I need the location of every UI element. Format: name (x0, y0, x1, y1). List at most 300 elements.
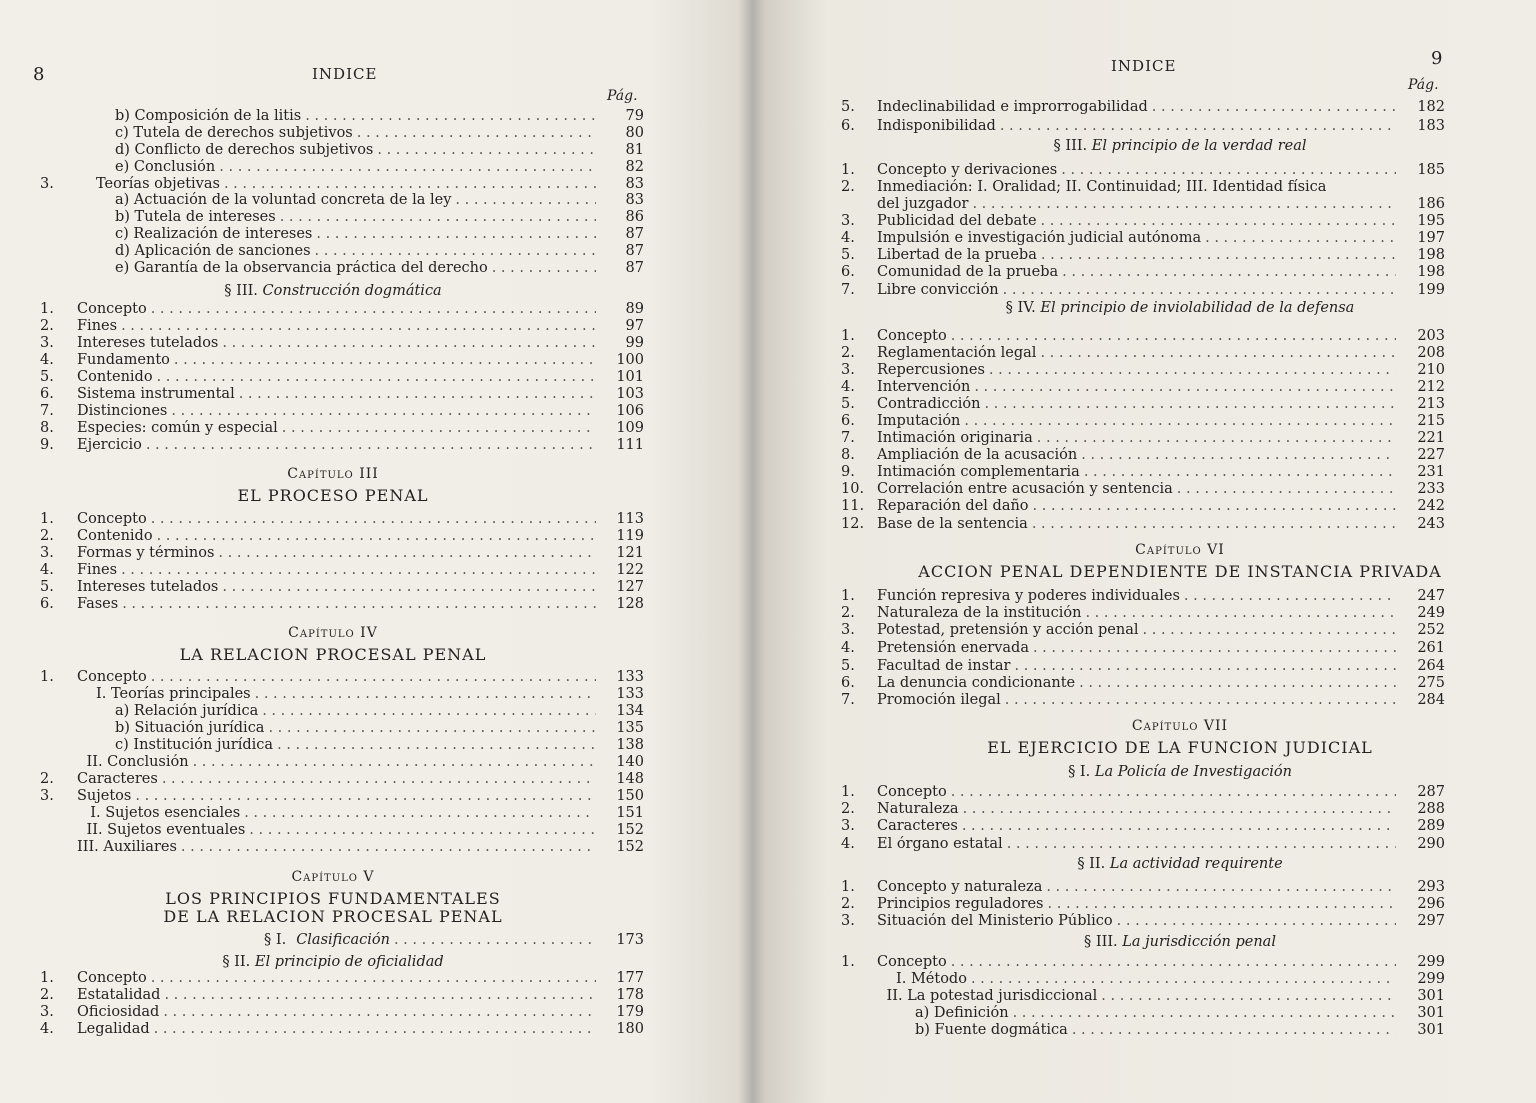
dot-leader (315, 243, 596, 260)
dot-leader (122, 596, 596, 613)
entry-line (877, 196, 1400, 213)
dot-leader (151, 511, 596, 528)
chapter-title: LA RELACION PROCESAL PENAL (179, 645, 487, 664)
entry-number: 6. (841, 413, 855, 429)
entry-number: 4. (40, 562, 54, 578)
entry-number: 5. (841, 99, 855, 115)
entry-title: Situación del Ministerio Público (877, 913, 1113, 929)
entry-page: 290 (1417, 836, 1445, 852)
entry-page: 119 (616, 528, 644, 544)
entry-number: 5. (841, 396, 855, 412)
dot-leader (255, 686, 596, 703)
entry-page: 186 (1417, 196, 1445, 212)
entry-title: Oficiosidad (77, 1004, 160, 1020)
entry-page: 296 (1417, 896, 1445, 912)
entry-page: 133 (616, 669, 644, 685)
dot-leader (239, 386, 596, 403)
entry-number: 6. (40, 596, 54, 612)
entry-title: Ejercicio (77, 437, 142, 453)
toc-entry (40, 318, 644, 335)
entry-line (877, 328, 1400, 345)
entry-title: Indeclinabilidad e improrrogabilidad (877, 99, 1148, 115)
chapter-label: Capítulo V (291, 869, 375, 885)
entry-number: 5. (40, 369, 54, 385)
section-heading (930, 138, 1430, 154)
section-symbol: § IV. (1005, 300, 1036, 316)
toc-entry (40, 335, 644, 352)
toc-entry (841, 605, 1445, 622)
entry-page: 227 (1417, 447, 1445, 463)
entry-page: 185 (1417, 162, 1445, 178)
entry-line (877, 622, 1400, 639)
entry-line (115, 192, 600, 209)
entry-number: 6. (841, 118, 855, 134)
entry-page: 183 (1417, 118, 1445, 134)
entry-line (77, 511, 600, 528)
running-header: INDICE (1111, 57, 1177, 75)
toc-entry (40, 737, 644, 754)
dot-leader (1013, 1005, 1396, 1022)
entry-line (877, 913, 1400, 930)
dot-leader (157, 369, 596, 386)
toc-entry (841, 379, 1445, 396)
entry-line (77, 528, 600, 545)
entry-page: 135 (616, 720, 644, 736)
running-header: INDICE (312, 65, 378, 83)
entry-page: 195 (1417, 213, 1445, 229)
entry-line (877, 213, 1400, 230)
entry-line (877, 362, 1400, 379)
entry-page: 122 (616, 562, 644, 578)
dot-leader (218, 545, 596, 562)
entry-title: Libertad de la prueba (877, 247, 1037, 263)
toc-entry (841, 396, 1445, 413)
entry-title: e) Conclusión (115, 159, 216, 175)
entry-page: 284 (1417, 692, 1445, 708)
entry-line (877, 345, 1400, 362)
dot-leader (151, 301, 596, 318)
entry-title: Concepto (77, 669, 147, 685)
entry-title: b) Composición de la litis (115, 108, 302, 124)
toc-entry (40, 352, 644, 369)
dot-leader (171, 403, 596, 420)
right-page (765, 0, 1536, 1103)
toc-entry (40, 596, 644, 613)
entry-page: 87 (625, 243, 644, 259)
entry-page: 87 (625, 226, 644, 242)
dot-leader (262, 703, 596, 720)
entry-line (115, 108, 600, 125)
entry-number: 2. (40, 528, 54, 544)
entry-page: 99 (625, 335, 644, 351)
entry-line (877, 379, 1400, 396)
entry-number: 1. (841, 328, 855, 344)
dot-leader (1143, 622, 1396, 639)
entry-number: 9. (40, 437, 54, 453)
entry-title: Intimación originaria (877, 430, 1033, 446)
entry-title: Especies: común y especial (77, 420, 278, 436)
toc-entry (40, 243, 644, 260)
entry-title: Distinciones (77, 403, 168, 419)
entry-page: 121 (616, 545, 644, 561)
dot-leader (951, 328, 1396, 345)
entry-number: 1. (841, 879, 855, 895)
entry-number: 4. (40, 352, 54, 368)
section-title: La jurisdicción penal (1122, 934, 1276, 950)
entry-title: Contenido (77, 528, 153, 544)
toc-entry (841, 818, 1445, 835)
toc-entry (841, 247, 1445, 264)
entry-title: Estatalidad (77, 987, 161, 1003)
section-symbol: § I. (1068, 764, 1091, 780)
dot-leader (1037, 430, 1396, 447)
section-symbol: § II. (1077, 856, 1106, 872)
dot-leader (224, 176, 596, 193)
entry-line (877, 282, 1400, 299)
entry-page: 80 (625, 125, 644, 141)
toc-entry (841, 430, 1445, 447)
entry-line (77, 596, 600, 613)
toc-entry (841, 692, 1445, 709)
entry-number: 4. (40, 1021, 54, 1037)
entry-title: Caracteres (77, 771, 158, 787)
section-heading (83, 283, 583, 299)
toc-entry (40, 403, 644, 420)
entry-number: 1. (841, 588, 855, 604)
entry-line (77, 437, 600, 454)
entry-line (77, 1004, 600, 1021)
dot-leader (277, 737, 596, 754)
toc-entry (841, 464, 1445, 481)
chapter-title: ACCION PENAL DEPENDIENTE DE INSTANCIA PRIVADA (918, 562, 1442, 581)
entry-page: 197 (1417, 230, 1445, 246)
entry-page: 148 (616, 771, 644, 787)
toc-entry (40, 369, 644, 386)
toc-entry (40, 437, 644, 454)
entry-number: 2. (40, 771, 54, 787)
entry-title: II. Sujetos eventuales (86, 822, 246, 838)
entry-number: 2. (841, 179, 855, 195)
entry-line (877, 481, 1400, 498)
dot-leader (963, 801, 1396, 818)
chapter-label: Capítulo VI (1135, 542, 1225, 558)
toc-entry (40, 703, 644, 720)
toc-entry (841, 362, 1445, 379)
entry-number: 1. (40, 970, 54, 986)
toc-entry (40, 987, 644, 1004)
entry-number: 3. (40, 1004, 54, 1020)
entry-title: Concepto y naturaleza (877, 879, 1043, 895)
section-heading (83, 954, 583, 970)
entry-page: 138 (616, 737, 644, 753)
entry-line (77, 788, 600, 805)
entry-line (77, 420, 600, 437)
entry-line (115, 226, 600, 243)
toc-entry (841, 345, 1445, 362)
dot-leader (964, 413, 1396, 430)
section-heading (930, 764, 1430, 780)
dot-leader (1062, 264, 1396, 281)
entry-page: 208 (1417, 345, 1445, 361)
entry-line (77, 771, 600, 788)
toc-entry (841, 954, 1445, 971)
section-symbol: § III. (224, 283, 258, 299)
entry-page: 150 (616, 788, 644, 804)
entry-number: 1. (40, 511, 54, 527)
entry-line (115, 260, 600, 277)
toc-entry (841, 213, 1445, 230)
dot-leader (1046, 879, 1396, 896)
entry-page: 182 (1417, 99, 1445, 115)
entry-page: 252 (1417, 622, 1445, 638)
toc-entry (40, 579, 644, 596)
entry-line (877, 247, 1400, 264)
toc-entry (40, 805, 644, 822)
entry-title: b) Fuente dogmática (915, 1022, 1068, 1038)
page-number: 9 (1431, 48, 1443, 69)
toc-entry (841, 836, 1445, 853)
dot-leader (1072, 1022, 1396, 1039)
toc-entry (841, 162, 1445, 179)
entry-line (77, 369, 600, 386)
entry-line (87, 822, 601, 839)
entry-page: 111 (616, 437, 644, 453)
dot-leader (1007, 836, 1396, 853)
entry-page: 213 (1417, 396, 1445, 412)
entry-line (887, 988, 1401, 1005)
entry-line (77, 386, 600, 403)
toc-entry (40, 125, 644, 142)
dot-leader (193, 754, 596, 771)
entry-number: 12. (841, 516, 865, 532)
chapter-title-line2: DE LA RELACION PROCESAL PENAL (163, 907, 503, 926)
entry-number: 1. (841, 954, 855, 970)
entry-title: Intereses tutelados (77, 335, 219, 351)
toc-entry (40, 771, 644, 788)
entry-page: 198 (1417, 247, 1445, 263)
dot-leader (121, 562, 596, 579)
dot-leader (377, 142, 596, 159)
dot-leader (164, 987, 596, 1004)
toc-entry (841, 1022, 1445, 1039)
section-title: La actividad requirente (1109, 856, 1283, 872)
section-symbol: § I. (264, 932, 287, 948)
entry-title: Teorías objetivas (96, 176, 220, 192)
toc-entry (841, 282, 1445, 299)
entry-page: 301 (1417, 1005, 1445, 1021)
entry-number: 7. (841, 430, 855, 446)
section-heading (930, 300, 1430, 316)
dot-leader (146, 437, 596, 454)
entry-title: Pretensión enervada (877, 640, 1029, 656)
section-symbol: § III. (1053, 138, 1088, 154)
dot-leader (1041, 247, 1396, 264)
toc-entry (40, 1004, 644, 1021)
section-title: El principio de inviolabilidad de la defensa (1040, 300, 1355, 316)
entry-line (877, 640, 1400, 657)
toc-entry (40, 226, 644, 243)
entry-line (877, 498, 1400, 515)
toc-entry (40, 970, 644, 987)
dot-leader (1032, 516, 1396, 533)
dot-leader (1152, 99, 1396, 116)
dot-leader (1003, 282, 1396, 299)
entry-title: Indisponibilidad (877, 118, 996, 134)
entry-line (877, 118, 1400, 135)
entry-title: Contradicción (877, 396, 981, 412)
entry-title: II. La potestad jurisdiccional (886, 988, 1098, 1004)
entry-title: Concepto (77, 301, 147, 317)
dot-leader (455, 192, 596, 209)
entry-page: 81 (625, 142, 644, 158)
entry-number: 3. (841, 818, 855, 834)
toc-entry (40, 545, 644, 562)
entry-number: 5. (841, 658, 855, 674)
entry-number: 3. (40, 176, 54, 192)
dot-leader (174, 352, 596, 369)
entry-line (96, 686, 600, 703)
toc-entry (40, 669, 644, 686)
entry-line (877, 692, 1400, 709)
entry-title: Reparación del daño (877, 498, 1029, 514)
entry-line (877, 430, 1400, 447)
entry-title: Imputación (877, 413, 961, 429)
toc-entry (40, 260, 644, 277)
entry-page: 140 (616, 754, 644, 770)
entry-title: I. Teorías principales (96, 686, 251, 702)
toc-entry (841, 447, 1445, 464)
chapter-title: LOS PRINCIPIOS FUNDAMENTALES (165, 889, 501, 908)
entry-page: 103 (616, 386, 644, 402)
toc-entry (841, 118, 1445, 135)
toc-entry (841, 988, 1445, 1005)
entry-page: 231 (1417, 464, 1445, 480)
entry-title: d) Aplicación de sanciones (115, 243, 311, 259)
toc-entry (841, 588, 1445, 605)
toc-entry (40, 108, 644, 125)
section-title: Construcción dogmática (262, 283, 442, 299)
entry-title: Intervención (877, 379, 971, 395)
entry-line (96, 176, 600, 193)
entry-line (87, 754, 601, 771)
entry-page: 287 (1417, 784, 1445, 800)
entry-title: I. Método (896, 971, 967, 987)
entry-number: 4. (841, 640, 855, 656)
toc-entry (841, 413, 1445, 430)
dot-leader (316, 226, 596, 243)
dot-leader (1005, 692, 1396, 709)
entry-number: 3. (841, 362, 855, 378)
toc-entry (841, 801, 1445, 818)
entry-title: Inmediación: I. Oralidad; II. Continuidad; III. Identidad física (877, 179, 1327, 195)
entry-line (115, 737, 600, 754)
entry-line (877, 516, 1400, 533)
entry-line (877, 588, 1400, 605)
entry-number: 3. (841, 213, 855, 229)
section-symbol: § II. (222, 954, 251, 970)
entry-title: d) Conflicto de derechos subjetivos (115, 142, 374, 158)
entry-title: Sistema instrumental (77, 386, 235, 402)
toc-entry (40, 720, 644, 737)
dot-leader (1048, 896, 1396, 913)
entry-page: 101 (616, 369, 644, 385)
entry-line (115, 125, 600, 142)
entry-title: Sujetos (77, 788, 132, 804)
entry-number: 11. (841, 498, 865, 514)
entry-title: Concepto (77, 511, 147, 527)
entry-number: 3. (841, 913, 855, 929)
toc-entry (40, 209, 644, 226)
entry-title: II. Conclusión (86, 754, 189, 770)
entry-line (77, 545, 600, 562)
toc-entry (40, 562, 644, 579)
page-column-label: Pág. (607, 88, 638, 104)
entry-page: 180 (616, 1021, 644, 1037)
entry-line (877, 801, 1400, 818)
dot-leader (1033, 498, 1396, 515)
dot-leader (135, 788, 596, 805)
dot-leader (1205, 230, 1396, 247)
entry-line (115, 720, 600, 737)
entry-page: 100 (616, 352, 644, 368)
entry-title: c) Tutela de derechos subjetivos (115, 125, 353, 141)
entry-number: 6. (841, 675, 855, 691)
entry-page: 128 (616, 596, 644, 612)
entry-page: 82 (625, 159, 644, 175)
entry-line (877, 818, 1400, 835)
entry-title: Concepto (877, 328, 947, 344)
toc-entry (40, 386, 644, 403)
entry-page: 301 (1417, 988, 1445, 1004)
dot-leader (394, 932, 596, 949)
entry-number: 1. (841, 784, 855, 800)
entry-page: 261 (1417, 640, 1445, 656)
entry-line (877, 413, 1400, 430)
entry-line (877, 836, 1400, 853)
entry-page: 173 (616, 932, 644, 948)
toc-entry (841, 784, 1445, 801)
entry-line (77, 579, 600, 596)
dot-leader (121, 318, 596, 335)
entry-page: 288 (1417, 801, 1445, 817)
entry-title: Concepto (877, 784, 947, 800)
entry-title: Ampliación de la acusación (877, 447, 1078, 463)
entry-line (77, 970, 600, 987)
entry-page: 113 (616, 511, 644, 527)
entry-line (115, 209, 600, 226)
entry-title: Comunidad de la prueba (877, 264, 1059, 280)
entry-line (915, 1005, 1400, 1022)
dot-leader (357, 125, 596, 142)
page-column-label: Pág. (1408, 77, 1439, 93)
entry-title: b) Situación jurídica (115, 720, 265, 736)
entry-title: Formas y términos (77, 545, 215, 561)
entry-line (77, 562, 600, 579)
entry-title: Naturaleza de la institución (877, 605, 1082, 621)
entry-page: 293 (1417, 879, 1445, 895)
entry-page: 221 (1417, 430, 1445, 446)
entry-line (877, 784, 1400, 801)
entry-page: 198 (1417, 264, 1445, 280)
toc-entry (40, 420, 644, 437)
entry-page: 243 (1417, 516, 1445, 532)
toc-entry (40, 788, 644, 805)
toc-entry (841, 971, 1445, 988)
dot-leader (951, 784, 1396, 801)
entry-line (877, 658, 1400, 675)
entry-page: 233 (1417, 481, 1445, 497)
entry-page: 264 (1417, 658, 1445, 674)
